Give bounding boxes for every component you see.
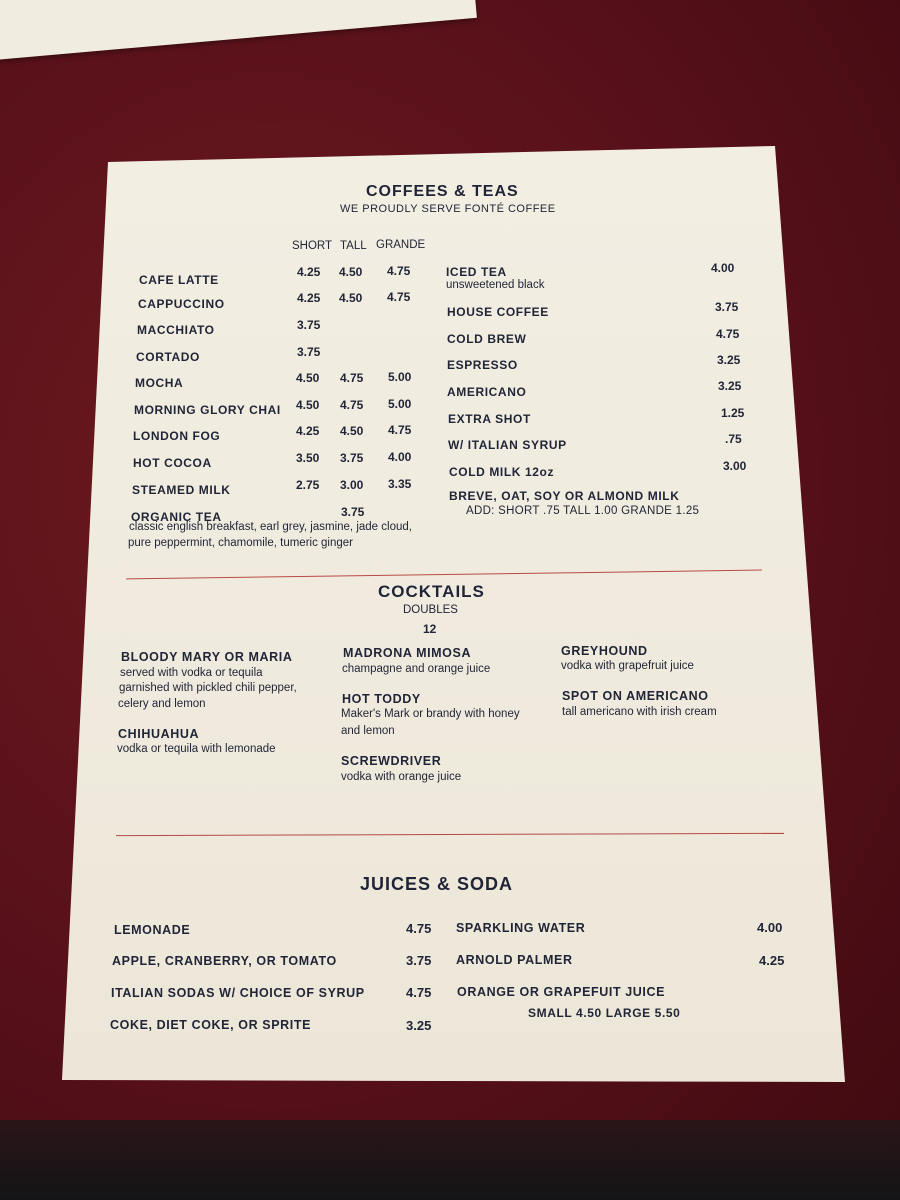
juice-item-name: APPLE, CRANBERRY, OR TOMATO [112,954,337,968]
coffee-item-name: CAPPUCCINO [138,297,225,311]
coffee-item-name: CORTADO [136,350,200,364]
coffee-item-name: COLD MILK 12oz [449,465,555,479]
cocktail-desc: vodka with grapefruit juice [561,660,694,672]
juice-item-price: 4.75 [406,985,432,1000]
coffee-item-name: LONDON FOG [133,429,221,443]
coffee-item-price: 3.25 [718,379,742,393]
cocktail-desc: tall americano with irish cream [562,706,717,718]
coffee-item-note: unsweetened black [446,279,545,291]
coffee-subtitle: WE PROUDLY SERVE FONTÉ COFFEE [340,203,556,215]
cocktail-name: SCREWDRIVER [341,754,442,768]
cocktail-desc: vodka or tequila with lemonade [117,743,276,755]
coffee-price-grande: 3.35 [388,477,412,491]
juice-item-name: SPARKLING WATER [456,921,586,935]
coffee-item-price: 4.00 [711,261,735,275]
juice-item-name: ORANGE OR GRAPEFUIT JUICE [457,985,666,999]
organic-tea-desc: classic english breakfast, earl grey, jasmine, jade cloud, [129,521,412,533]
coffee-item-price: .75 [725,432,742,446]
coffee-item-name: HOUSE COFFEE [447,305,549,319]
coffee-price-short: 3.75 [297,318,321,332]
coffee-item-name: COLD BREW [447,332,527,346]
cocktail-desc: garnished with pickled chili pepper, [119,682,297,694]
cocktail-name: MADRONA MIMOSA [343,646,472,660]
coffee-price-tall: 3.75 [340,451,364,465]
juices-title: JUICES & SODA [360,874,514,894]
juice-sizes: SMALL 4.50 LARGE 5.50 [528,1006,681,1020]
juice-item-price: 3.25 [406,1018,432,1033]
cocktail-name: GREYHOUND [561,644,648,658]
cocktail-desc: champagne and orange juice [342,663,491,675]
coffee-price-tall: 4.50 [339,265,363,279]
size-header-short: SHORT [292,240,333,252]
organic-tea-price: 3.75 [341,505,365,519]
cocktails-price: 12 [423,622,437,636]
coffee-item-price: 3.25 [717,353,741,367]
coffee-price-grande: 4.00 [388,450,412,464]
coffee-price-grande: 4.75 [387,264,411,278]
coffee-price-grande: 4.75 [388,423,412,437]
cocktail-desc: served with vodka or tequila [120,667,263,679]
coffee-item-name: W/ ITALIAN SYRUP [448,438,567,452]
coffee-price-short: 4.50 [296,371,320,385]
coffee-price-short: 2.75 [296,478,320,492]
cocktails-subtitle: DOUBLES [403,604,458,616]
cocktails-title: COCKTAILS [378,582,485,601]
cocktail-desc: and lemon [341,725,395,737]
cocktail-name: CHIHUAHUA [118,727,200,741]
coffee-price-tall: 4.75 [340,371,364,385]
coffee-item-name: CAFE LATTE [139,273,219,287]
coffee-item-price: 1.25 [721,406,745,420]
coffee-price-grande: 5.00 [388,397,412,411]
coffee-item-name: STEAMED MILK [132,483,231,497]
coffee-price-grande: 5.00 [388,370,412,384]
cocktail-desc: celery and lemon [118,698,206,710]
cocktail-name: SPOT ON AMERICANO [562,689,709,703]
coffee-price-short: 4.50 [296,398,320,412]
coffee-price-short: 3.75 [297,345,321,359]
cocktail-name: BLOODY MARY OR MARIA [121,650,293,664]
coffee-item-name: HOT COCOA [133,456,212,470]
coffee-item-price: 3.00 [723,459,747,473]
coffee-price-tall: 4.50 [339,291,363,305]
coffee-price-tall: 4.75 [340,398,364,412]
coffee-price-tall: 4.50 [340,424,364,438]
juice-item-price: 4.25 [759,953,785,968]
coffee-title: COFFEES & TEAS [366,183,519,200]
cocktail-desc: Maker's Mark or brandy with honey [341,708,520,720]
coffee-item-price: 3.75 [715,300,739,314]
juice-item-name: LEMONADE [114,923,191,937]
coffee-item-name: ESPRESSO [447,358,518,372]
coffee-price-grande: 4.75 [387,290,411,304]
milk-addon-prices: ADD: SHORT .75 TALL 1.00 GRANDE 1.25 [466,505,700,517]
organic-tea-desc: pure peppermint, chamomile, tumeric ginger [128,537,353,549]
cocktail-name: HOT TODDY [342,692,421,706]
coffee-item-price: 4.75 [716,327,740,341]
coffee-item-name: ICED TEA [446,265,507,279]
juice-item-price: 4.00 [757,920,783,935]
coffee-item-name: MACCHIATO [137,323,215,337]
coffee-price-tall: 3.00 [340,478,364,492]
juice-item-price: 3.75 [406,953,432,968]
size-header-grande: GRANDE [376,239,426,251]
organic-tea-name: ORGANIC TEA [131,510,222,524]
milk-options: BREVE, OAT, SOY OR ALMOND MILK [449,489,680,503]
coffee-item-name: MOCHA [135,376,184,390]
coffee-price-short: 3.50 [296,451,320,465]
juice-item-name: ARNOLD PALMER [456,953,573,967]
juice-item-name: ITALIAN SODAS W/ CHOICE OF SYRUP [111,986,365,1000]
cocktail-desc: vodka with orange juice [341,771,462,783]
juice-item-name: COKE, DIET COKE, OR SPRITE [110,1018,312,1032]
coffee-item-name: AMERICANO [447,385,527,399]
coffee-price-short: 4.25 [297,291,321,305]
coffee-item-name: EXTRA SHOT [448,412,531,426]
coffee-price-short: 4.25 [296,424,320,438]
juice-item-price: 4.75 [406,921,432,936]
coffee-item-name: MORNING GLORY CHAI [134,403,281,417]
size-header-tall: TALL [340,240,367,252]
coffee-price-short: 4.25 [297,265,321,279]
